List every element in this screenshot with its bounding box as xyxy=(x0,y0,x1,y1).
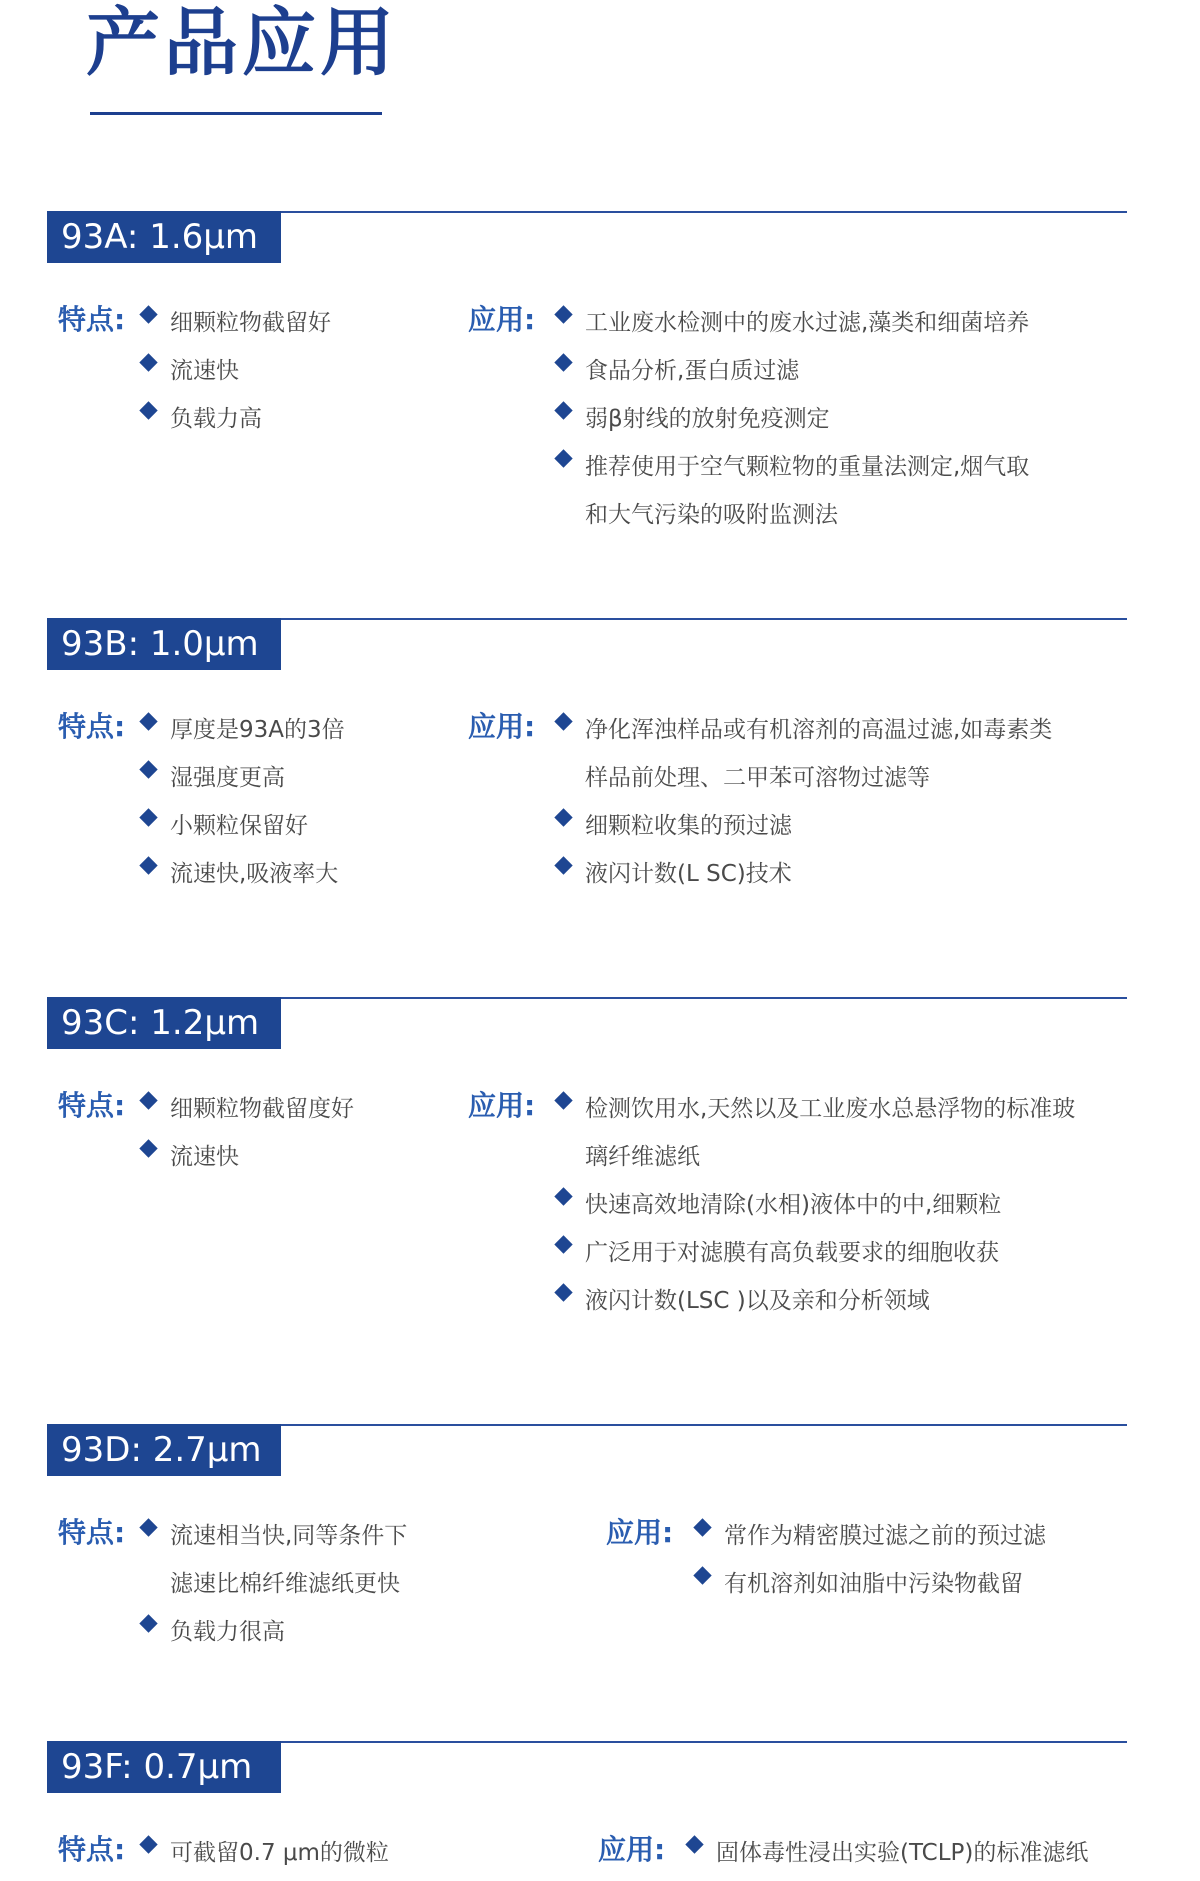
applications-list xyxy=(557,710,1052,902)
applications-item xyxy=(557,344,1029,399)
features-item xyxy=(142,1130,354,1185)
applications-list xyxy=(688,1833,1088,1881)
diamond-bullet-icon xyxy=(554,1235,572,1253)
section-tag: 93D: 2.7μm xyxy=(47,1424,281,1476)
diamond-bullet-icon xyxy=(139,712,157,730)
diamond-bullet-icon xyxy=(554,808,572,826)
applications-list xyxy=(696,1516,1046,1612)
features-item-text: 流速快,吸液率大 xyxy=(170,861,339,887)
features-item-text: 细颗粒物截留度好 xyxy=(170,1096,354,1122)
applications-item-text: 工业废水检测中的废水过滤,藻类和细菌培养 xyxy=(585,310,1030,336)
diamond-bullet-icon xyxy=(554,1091,572,1109)
features-item-text: 厚度是93A的3倍 xyxy=(170,717,345,743)
section-tag: 93A: 1.6μm xyxy=(47,211,281,263)
applications-item-text: 快速高效地清除(水相)液体中的中,细颗粒 xyxy=(585,1192,1002,1218)
diamond-bullet-icon xyxy=(139,1091,157,1109)
features-item xyxy=(142,1509,407,1612)
features-item-text: 细颗粒物截留好 xyxy=(170,310,331,336)
features-list xyxy=(142,303,331,447)
features-item xyxy=(142,1082,354,1137)
section-tag: 93B: 1.0μm xyxy=(47,618,281,670)
features-item-text: 湿强度更高 xyxy=(170,765,285,791)
applications-list xyxy=(557,1089,1075,1329)
diamond-bullet-icon xyxy=(139,1835,157,1853)
diamond-bullet-icon xyxy=(139,305,157,323)
features-item-text: 流速快 xyxy=(170,1144,239,1170)
features-label: 特点: xyxy=(58,303,126,336)
applications-list xyxy=(557,303,1029,543)
applications-item xyxy=(688,1826,1088,1881)
applications-label: 应用: xyxy=(468,1089,536,1122)
diamond-bullet-icon xyxy=(139,401,157,419)
diamond-bullet-icon xyxy=(554,1187,572,1205)
features-item xyxy=(142,799,345,854)
features-label: 特点: xyxy=(58,1089,126,1122)
diamond-bullet-icon xyxy=(554,1283,572,1301)
applications-item-text: 和大气污染的吸附监测法 xyxy=(585,502,838,528)
features-list xyxy=(142,1833,389,1881)
applications-item xyxy=(557,799,1052,854)
applications-item xyxy=(557,392,1029,447)
applications-item xyxy=(557,296,1029,351)
features-label: 特点: xyxy=(58,710,126,743)
applications-item-text: 推荐使用于空气颗粒物的重量法测定,烟气取 xyxy=(585,454,1030,480)
applications-item-text: 弱β射线的放射免疫测定 xyxy=(585,406,830,432)
diamond-bullet-icon xyxy=(554,712,572,730)
applications-item-text: 液闪计数(LSC )以及亲和分析领域 xyxy=(585,1288,930,1314)
features-item-text: 小颗粒保留好 xyxy=(170,813,308,839)
applications-item xyxy=(557,703,1052,806)
applications-item xyxy=(557,440,1029,543)
applications-item-text: 璃纤维滤纸 xyxy=(585,1144,700,1170)
applications-item-text: 细颗粒收集的预过滤 xyxy=(585,813,792,839)
applications-item-text: 常作为精密膜过滤之前的预过滤 xyxy=(724,1523,1046,1549)
applications-item-text: 净化浑浊样品或有机溶剂的高温过滤,如毒素类 xyxy=(585,717,1053,743)
applications-item-text: 固体毒性浸出实验(TCLP)的标准滤纸 xyxy=(716,1840,1089,1866)
features-item xyxy=(142,1826,389,1881)
diamond-bullet-icon xyxy=(554,449,572,467)
diamond-bullet-icon xyxy=(693,1566,711,1584)
features-item xyxy=(142,296,331,351)
features-item xyxy=(142,344,331,399)
diamond-bullet-icon xyxy=(139,1518,157,1536)
applications-item xyxy=(696,1509,1046,1564)
features-item xyxy=(142,847,345,902)
applications-item xyxy=(557,1274,1075,1329)
features-item xyxy=(142,1605,407,1660)
diamond-bullet-icon xyxy=(554,305,572,323)
diamond-bullet-icon xyxy=(139,1139,157,1157)
diamond-bullet-icon xyxy=(139,760,157,778)
applications-label: 应用: xyxy=(468,303,536,336)
features-item-text: 负载力很高 xyxy=(170,1619,285,1645)
features-list xyxy=(142,1089,354,1185)
applications-item xyxy=(696,1557,1046,1612)
features-label: 特点: xyxy=(58,1833,126,1866)
features-list xyxy=(142,1516,407,1660)
features-item-text: 负载力高 xyxy=(170,406,262,432)
applications-item xyxy=(557,847,1052,902)
applications-item-text: 广泛用于对滤膜有高负载要求的细胞收获 xyxy=(585,1240,999,1266)
diamond-bullet-icon xyxy=(139,856,157,874)
features-item xyxy=(142,392,331,447)
diamond-bullet-icon xyxy=(685,1835,703,1853)
applications-item-text: 食品分析,蛋白质过滤 xyxy=(585,358,800,384)
diamond-bullet-icon xyxy=(139,353,157,371)
features-item-text: 滤速比棉纤维滤纸更快 xyxy=(170,1571,400,1597)
applications-item xyxy=(557,1178,1075,1233)
applications-item-text: 检测饮用水,天然以及工业废水总悬浮物的标准玻 xyxy=(585,1096,1076,1122)
applications-item xyxy=(557,1226,1075,1281)
applications-item-text: 样品前处理、二甲苯可溶物过滤等 xyxy=(585,765,930,791)
features-item-text: 可截留0.7 μm的微粒 xyxy=(170,1840,389,1866)
diamond-bullet-icon xyxy=(139,1614,157,1632)
applications-label: 应用: xyxy=(606,1516,674,1549)
features-item-text: 流速快 xyxy=(170,358,239,384)
applications-item-text: 有机溶剂如油脂中污染物截留 xyxy=(724,1571,1023,1597)
diamond-bullet-icon xyxy=(139,808,157,826)
diamond-bullet-icon xyxy=(554,856,572,874)
section-tag: 93C: 1.2μm xyxy=(47,997,281,1049)
applications-item-text: 液闪计数(L SC)技术 xyxy=(585,861,792,887)
section-tag: 93F: 0.7μm xyxy=(47,1741,281,1793)
page-title: 产品应用 xyxy=(86,0,398,86)
applications-label: 应用: xyxy=(598,1833,666,1866)
diamond-bullet-icon xyxy=(693,1518,711,1536)
features-item xyxy=(142,703,345,758)
diamond-bullet-icon xyxy=(554,401,572,419)
title-underline xyxy=(90,112,382,115)
features-list xyxy=(142,710,345,902)
applications-label: 应用: xyxy=(468,710,536,743)
diamond-bullet-icon xyxy=(554,353,572,371)
features-item xyxy=(142,751,345,806)
applications-item xyxy=(557,1082,1075,1185)
features-item-text: 流速相当快,同等条件下 xyxy=(170,1523,408,1549)
features-label: 特点: xyxy=(58,1516,126,1549)
